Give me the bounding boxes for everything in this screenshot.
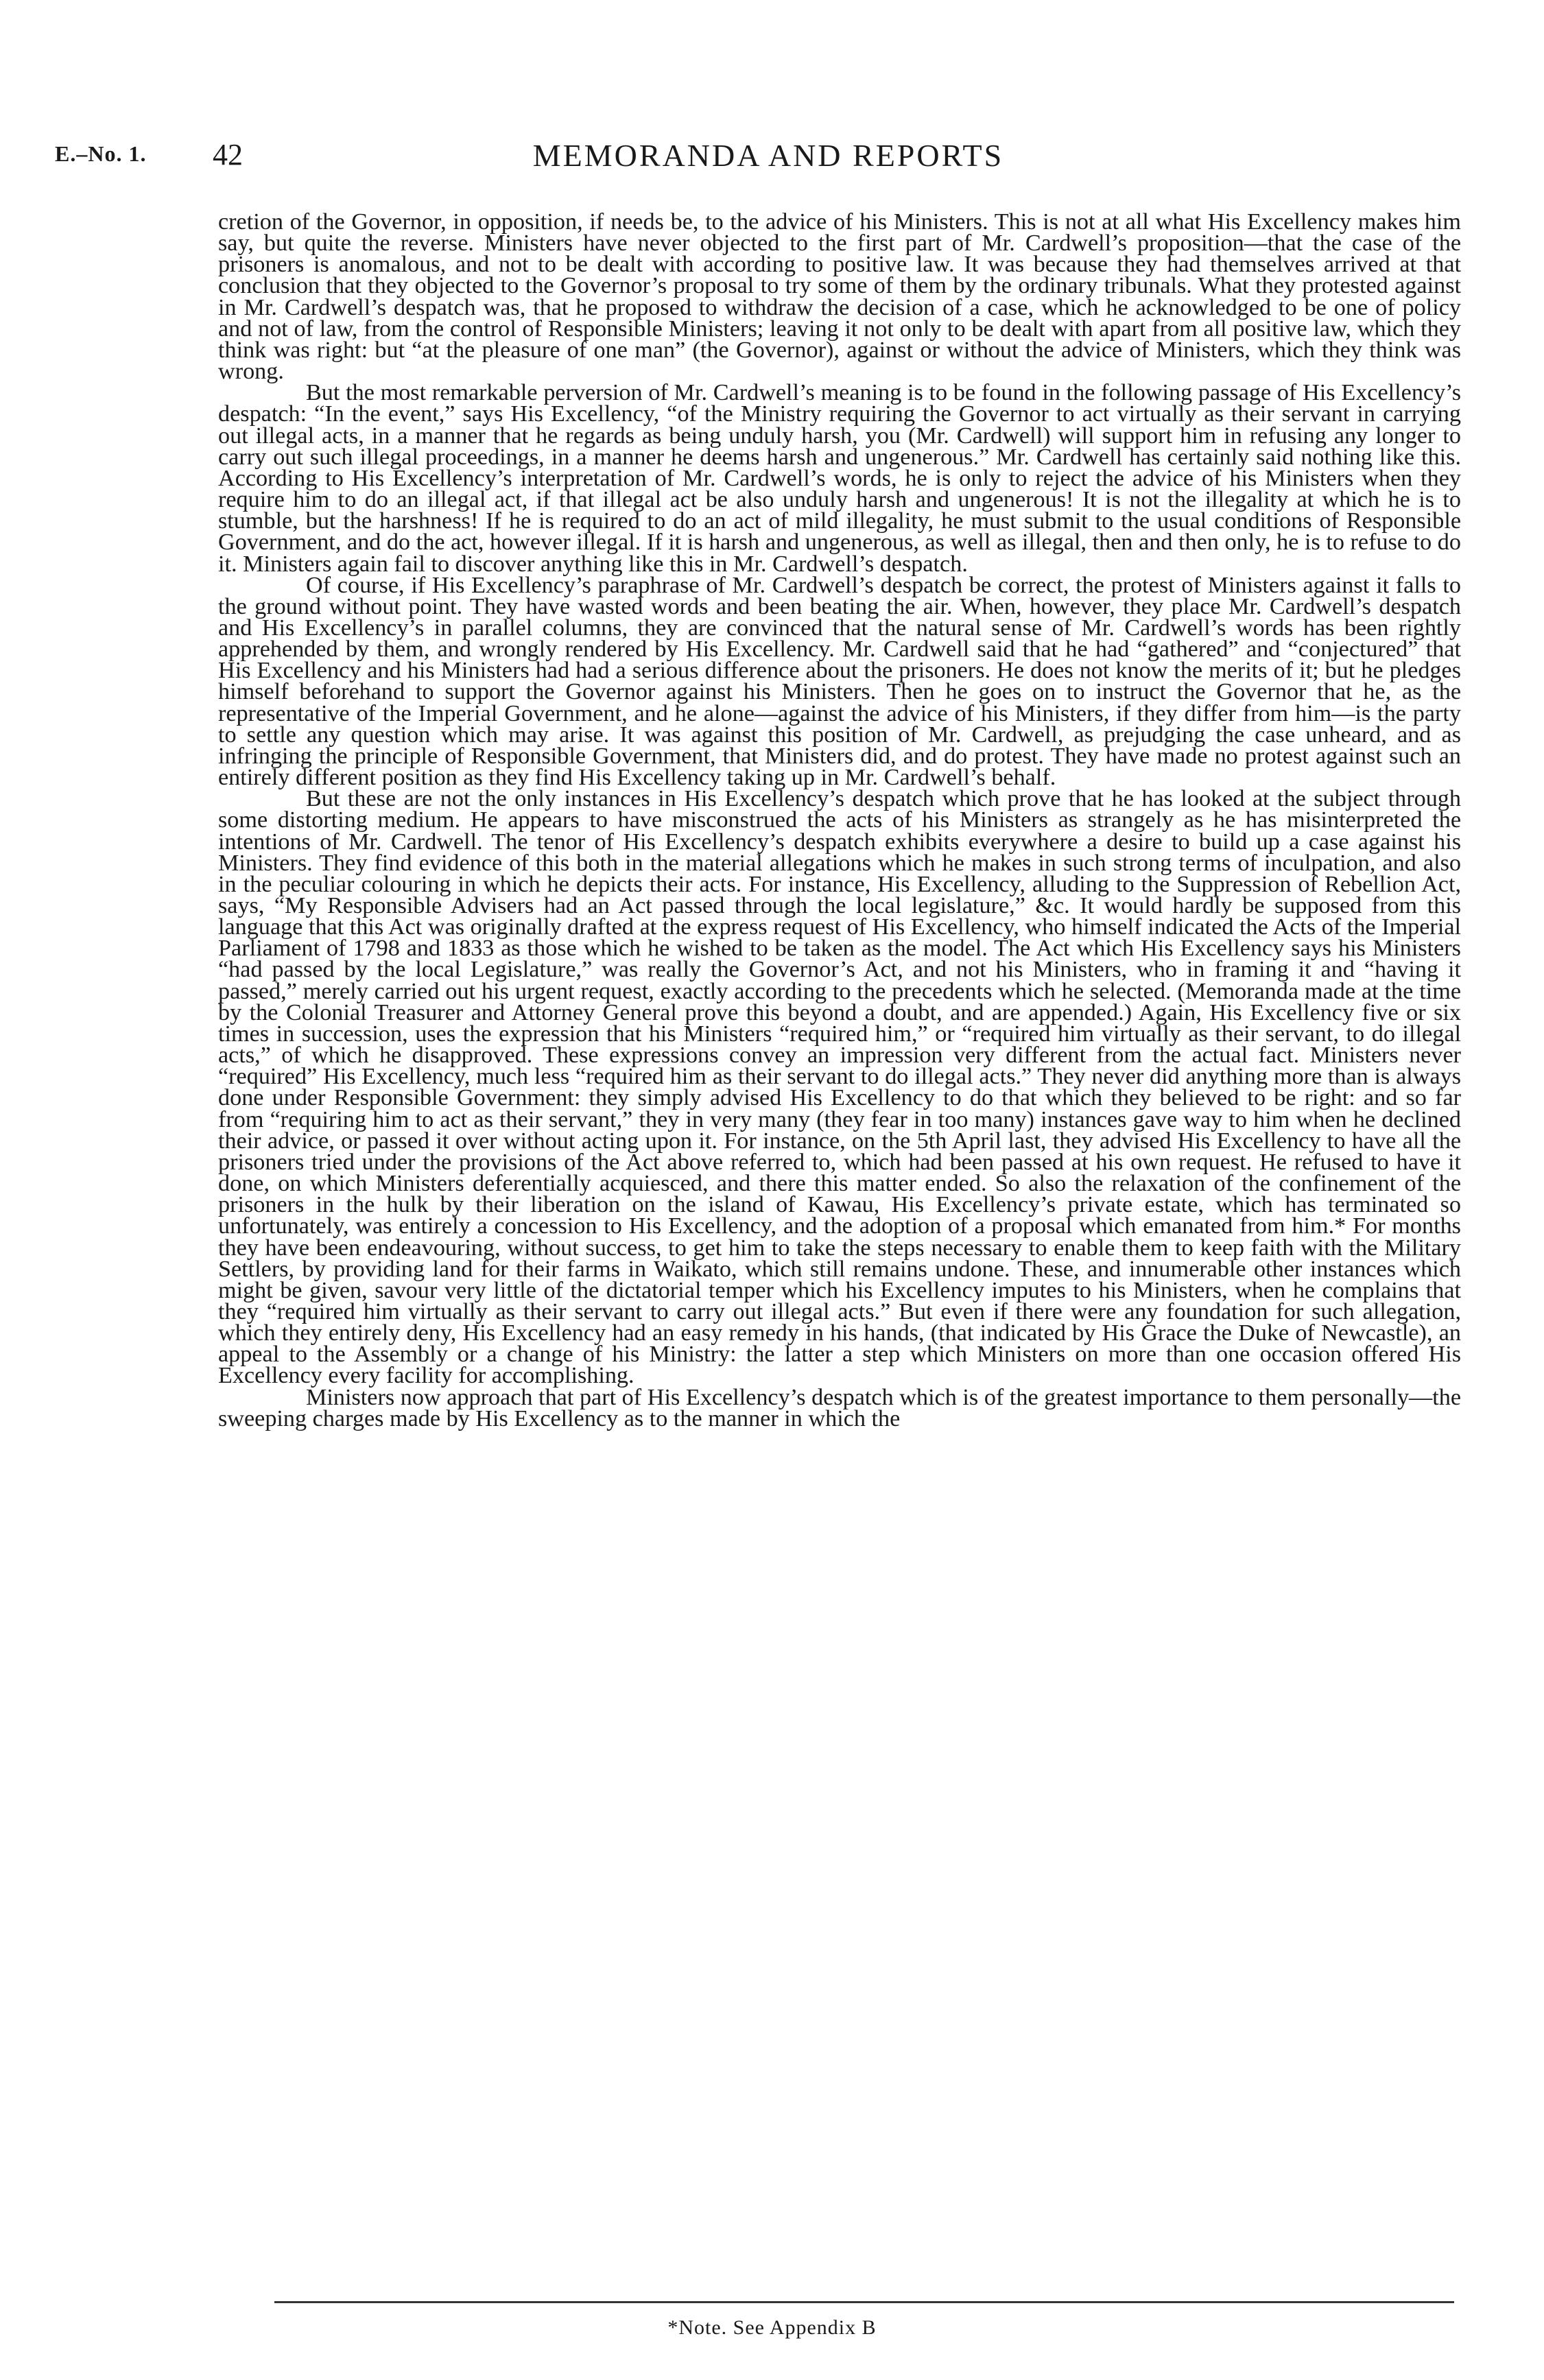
footnote: *Note. See Appendix B: [667, 2316, 877, 2339]
footnote-divider: [274, 2301, 1454, 2303]
body-text: [218, 211, 1461, 1429]
paragraph: But the most remarkable perversion of Mr. Cardwell’s meaning is to be found in the following passage of His Excellency’s despatch: “In the event,” says His Excellency, “of the Ministry requiring the Governor to act virtually as their servant in carrying out illegal acts, in a manner that he regards as being unduly harsh, you (Mr. Cardwell) will support him in refusing any longer to carry out such illegal proceedings, in a manner he deems harsh and ungenerous.” Mr. Cardwell has certainly said nothing like this. According to His Excellency’s interpretation of Mr. Cardwell’s words, he is only to reject the advice of his Ministers when they require him to do an illegal act, if that illegal act be also unduly harsh and ungenerous! It is not the illegality at which he is to stumble, but the harshness! If he is required to do an act of mild illegality, he must submit to the usual conditions of Responsible Government, and do the act, however illegal. If it is harsh and ungenerous, as well as illegal, then and then only, he is to refuse to do it. Ministers again fail to discover anything like this in Mr. Cardwell’s despatch.: [218, 380, 1461, 577]
page-header: [55, 137, 1482, 185]
document-reference: E.–No. 1.: [55, 141, 147, 166]
running-title: MEMORANDA AND REPORTS: [532, 138, 1004, 173]
page-number: 42: [213, 138, 243, 171]
paragraph: cretion of the Governor, in opposition, if needs be, to the advice of his Ministers. This is not at all what His Excellency makes him say, but quite the reverse. Ministers have never objected to the first part of Mr. Cardwell’s proposition—that the case of the prisoners is anomalous, and not to be dealt with according to positive law. It was because they had themselves arrived at that conclusion that they objected to the Governor’s proposal to try some of them by the ordinary tribunals. What they protested against in Mr. Cardwell’s despatch was, that he proposed to withdraw the decision of a case, which he acknowledged to be one of policy and not of law, from the control of Responsible Ministers; leaving it not only to be dealt with apart from all positive law, which they think was right: but “at the pleasure of one man” (the Governor), against or without the advice of Ministers, which they think was wrong.: [218, 209, 1461, 385]
paragraph: Of course, if His Excellency’s paraphrase of Mr. Cardwell’s despatch be correct, the protest of Ministers against it falls to the ground without point. They have wasted words and been beating the air. When, however, they place Mr. Cardwell’s despatch and His Excellency’s in parallel columns, they are convinced that the natural sense of Mr. Cardwell’s words has been rightly apprehended by them, and wrongly rendered by His Excellency. Mr. Cardwell said that he had “gathered” and “conjectured” that His Excellency and his Ministers had had a serious difference about the prisoners. He does not know the merits of it; but he pledges himself beforehand to support the Governor against his Ministers. Then he goes on to instruct the Governor that he, as the representative of the Imperial Government, and he alone—against the advice of his Ministers, if they differ from him—is the party to settle any question which may arise. It was against this position of Mr. Cardwell, as prejudging the case unheard, and as infringing the principle of Responsible Government, that Ministers did, and do protest. They have made no protest against such an entirely different position as they find His Excellency taking up in Mr. Cardwell’s behalf.: [218, 572, 1461, 791]
paragraph: But these are not the only instances in His Excellency’s despatch which prove that he has looked at the subject through some distorting medium. He appears to have misconstrued the acts of his Ministers as strangely as he has misinterpreted the intentions of Mr. Cardwell. The tenor of His Excellency’s despatch exhibits everywhere a desire to build up a case against his Ministers. They find evidence of this both in the material allegations which he makes in such strong terms of inculpation, and also in the peculiar colouring in which he depicts their acts. For instance, His Excellency, alluding to the Suppression of Rebellion Act, says, “My Responsible Advisers had an Act passed through the local legislature,” &c. It would hardly be supposed from this language that this Act was originally drafted at the express request of His Excellency, who himself indicated the Acts of the Imperial Parliament of 1798 and 1833 as those which he wished to be taken as the model. The Act which His Excellency says his Ministers “had passed by the local Legislature,” was really the Governor’s Act, and not his Ministers, who in framing it and “having it passed,” merely carried out his urgent request, exactly according to the precedents which he selected. (Memoranda made at the time by the Colonial Treasurer and Attorney General prove this beyond a doubt, and are appended.) Again, His Excellency five or six times in succession, uses the expression that his Ministers “required him,” or “required him virtually as their servant, to do illegal acts,” of which he disapproved. These expressions convey an impression very different from the actual fact. Ministers never “required” His Excellency, much less “required him as their servant to do illegal acts.” They never did anything more than is always done under Responsible Government: they simply advised His Excellency to do that which they believed to be right: and so far from “requiring him to act as their servant,” they in very many (they fear in too many) instances gave way to him when he declined their advice, or passed it over without acting upon it. For instance, on the 5th April last, they advised His Excellency to have all the prisoners tried under the provisions of the Act above referred to, which had been passed at his own request. He refused to have it done, on which Ministers deferentially acquiesced, and there this matter ended. So also the relaxation of the confinement of the prisoners in the hulk by their liberation on the island of Kawau, His Excellency’s private estate, which has terminated so unfortunately, was entirely a concession to His Excellency, and the adoption of a proposal which emanated from him.* For months they have been endeavouring, without success, to get him to take the steps necessary to enable them to keep faith with the Military Settlers, by providing land for their farms in Waikato, which still remains undone. These, and innumerable other instances which might be given, savour very little of the dictatorial temper which his Excellency imputes to his Ministers, when he complains that they “required him virtually as their servant to carry out illegal acts.” But even if there were any foundation for such allegation, which they entirely deny, His Excellency had an easy remedy in his hands, (that indicated by His Grace the Duke of Newcastle), an appeal to the Assembly or a change of his Ministry: the latter a step which Ministers on more than one occasion offered His Excellency every facility for accomplishing.: [218, 786, 1461, 1389]
paragraph: Ministers now approach that part of His Excellency’s despatch which is of the greatest importance to them personally—the sweeping charges made by His Excellency as to the manner in which the: [218, 1384, 1461, 1431]
